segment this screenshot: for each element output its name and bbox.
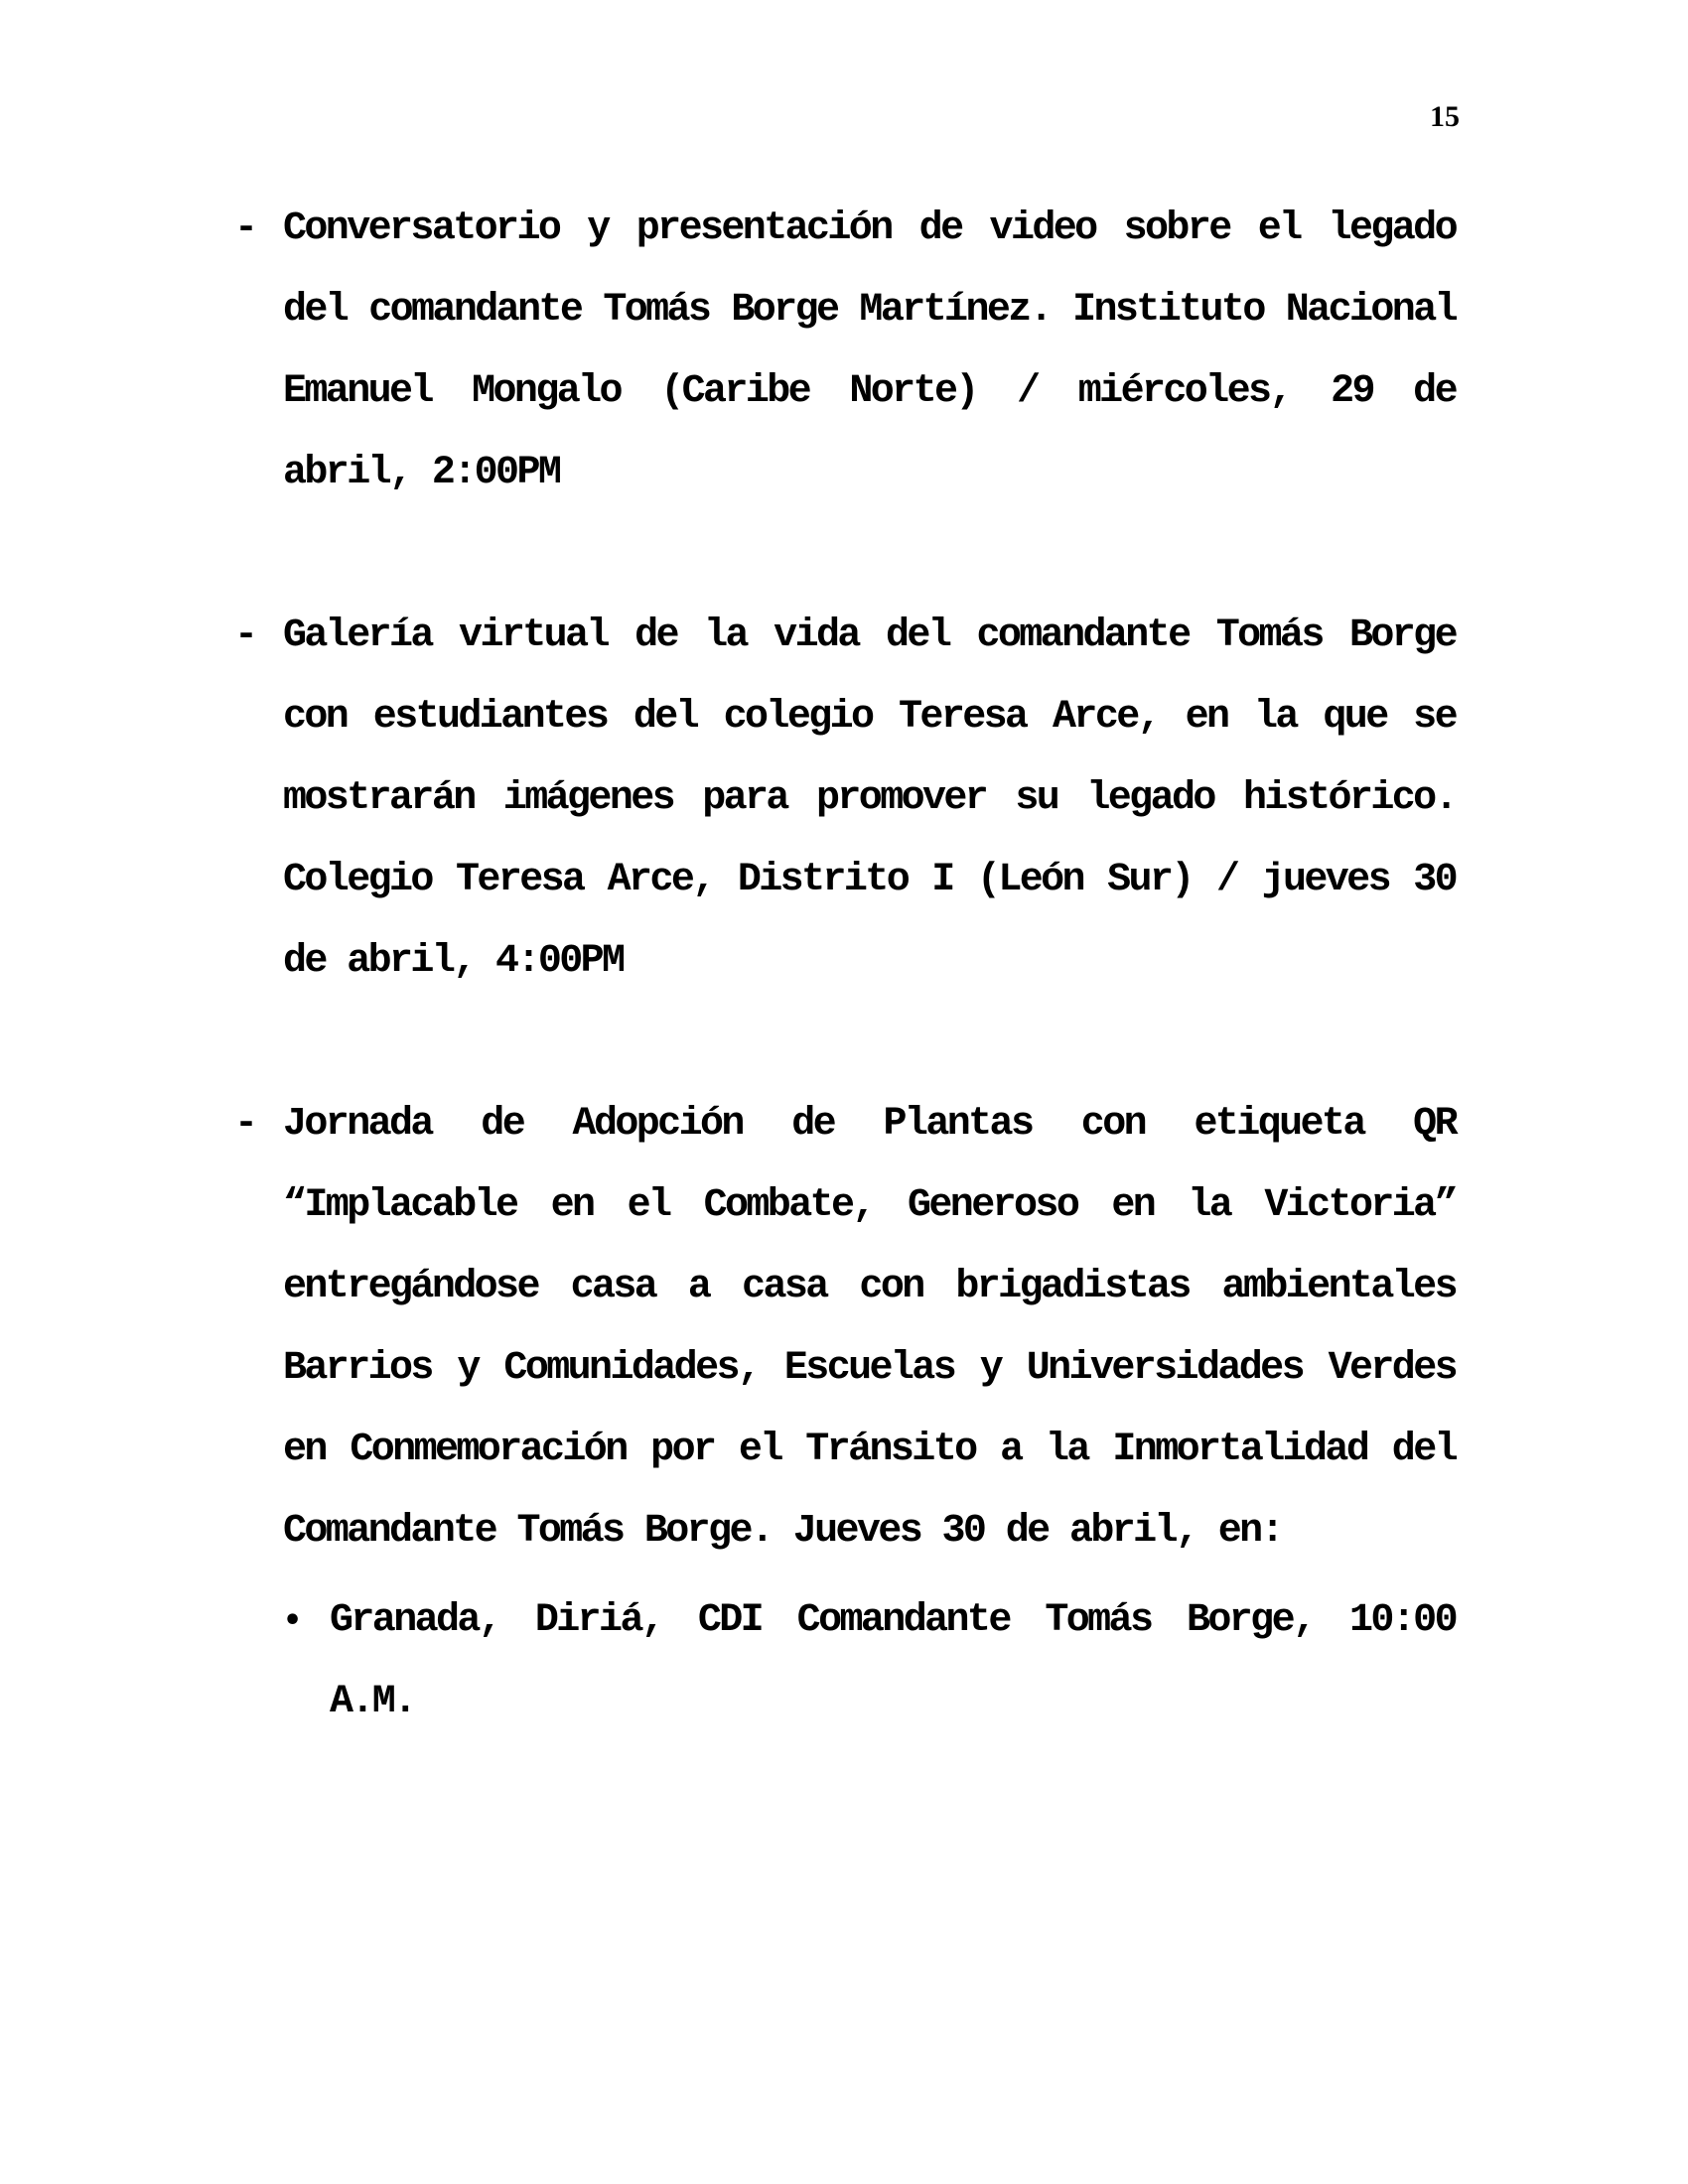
- dash-marker: -: [234, 206, 256, 251]
- event-text: Conversatorio y presentación de video sobre el legado del comandante Tomás Borge Martínez. Instituto Nacional Emanuel Mongalo (Caribe Norte) / miércoles, 29 de abril, 2:00PM: [283, 206, 1456, 495]
- dash-marker: -: [234, 614, 256, 658]
- location-item: [283, 1580, 1456, 1743]
- bullet-icon: •: [283, 1603, 303, 1638]
- page-number: 15: [1430, 100, 1460, 133]
- event-item-conversatorio: [234, 189, 1456, 514]
- location-list: [283, 1580, 1456, 1743]
- event-text: Galería virtual de la vida del comandante Tomás Borge con estudiantes del colegio Teresa Arce, en la que se mostrarán imágenes para promover su legado histórico. Colegio Teresa Arce, Distrito I (León Sur) / jueves 30 de abril, 4:00PM: [283, 614, 1456, 984]
- event-text: Jornada de Adopción de Plantas con etiqueta QR “Implacable en el Combate, Generoso en la Victoria” entregándose casa a casa con brigadistas ambientales Barrios y Comunidades, Escuelas y Universidades Verdes en Conmemoración por el Tránsito a la Inmortalidad del Comandante Tomás Borge. Jueves 30 de abril, en:: [283, 1102, 1456, 1554]
- event-item-galeria-virtual: [234, 596, 1456, 1003]
- dash-marker: -: [234, 1102, 256, 1147]
- event-item-jornada-adopcion: [234, 1084, 1456, 1743]
- document-body: [234, 189, 1456, 1825]
- location-text: Granada, Diriá, CDI Comandante Tomás Borge, 10:00 A.M.: [330, 1598, 1456, 1724]
